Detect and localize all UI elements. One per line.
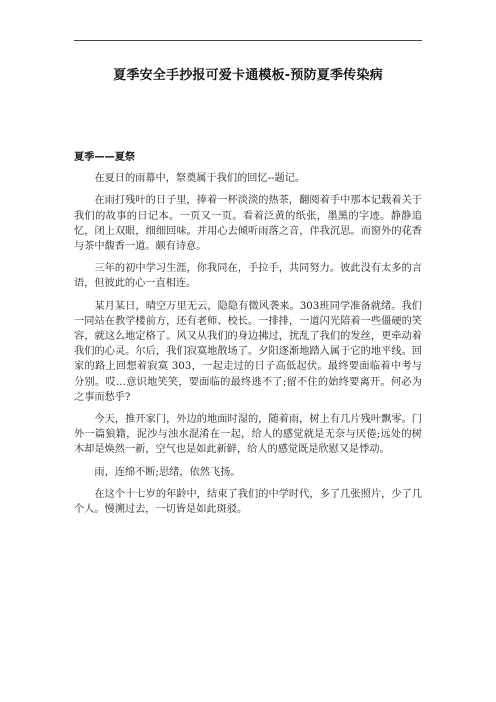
paragraph-rain-thoughts: 雨，连绵不断;思绪，依然飞扬。 [94, 466, 241, 478]
paragraph-rainy-day: 今天，推开家门，外边的地面时湿的，随着雨，树上有几片残叶飘零。门外一篇狼籍，泥沙与浊水混淆在一起，给人的感觉就是无奈与厌倦;远处的树木却是焕然一新，空气也是如此新鲜，给人的感觉既是欣慰又是悸动。 [74, 414, 422, 456]
header-rule [74, 40, 422, 41]
paragraph-diary: 在雨打残叶的日子里，捧着一杯淡淡的热茶，翻阅着手中那本记载着关于我们的故事的日记本。一页又一页。看着泛黄的纸张，墨黑的字迹。静静追忆，闭上双眼，细细回味。并用心去倾听雨落之音，伴我沉思。而窗外的花香与茶中馥香一道。颇有诗意。 [74, 195, 422, 253]
document-body [74, 150, 422, 524]
paragraph-school-years: 三年的初中学习生涯，你我同在，手拉手，共同努力。彼此没有太多的言语，但彼此的心一直相连。 [74, 263, 422, 290]
paragraph-class-photo: 某月某日，晴空万里无云，隐隐有微风袭来。303班同学准备就绪。我们一同站在教学楼前方，还有老师、校长。一排排，一道闪光陪着一些僵硬的笑容，就这么地定格了。风又从我们的身边拂过，扰乱了我们的发丝，更牵动着我们的心灵。尔后，我们寂寞地散场了。夕阳逐渐地踏入属于它的地平线。回家的路上回想着寂寞 303，一起走过的日子高低起伏。最终要面临着中考与分别。哎…意识地笑笑，要面临的最终逃不了;留不住的始终要离开。何必为之事而愁乎? [74, 300, 422, 403]
section-heading: 夏季——夏祭 [74, 152, 136, 163]
paragraph-epigraph: 在夏日的雨幕中，祭奠属于我们的回忆--题记。 [94, 173, 306, 185]
paragraph-seventeen: 在这个十七岁的年龄中，结束了我们的中学时代，多了几张照片，少了几个人。慢溯过去，一切皆是如此斑驳。 [74, 488, 422, 516]
document-title: 夏季安全手抄报可爱卡通模板-预防夏季传染病 [113, 68, 383, 83]
